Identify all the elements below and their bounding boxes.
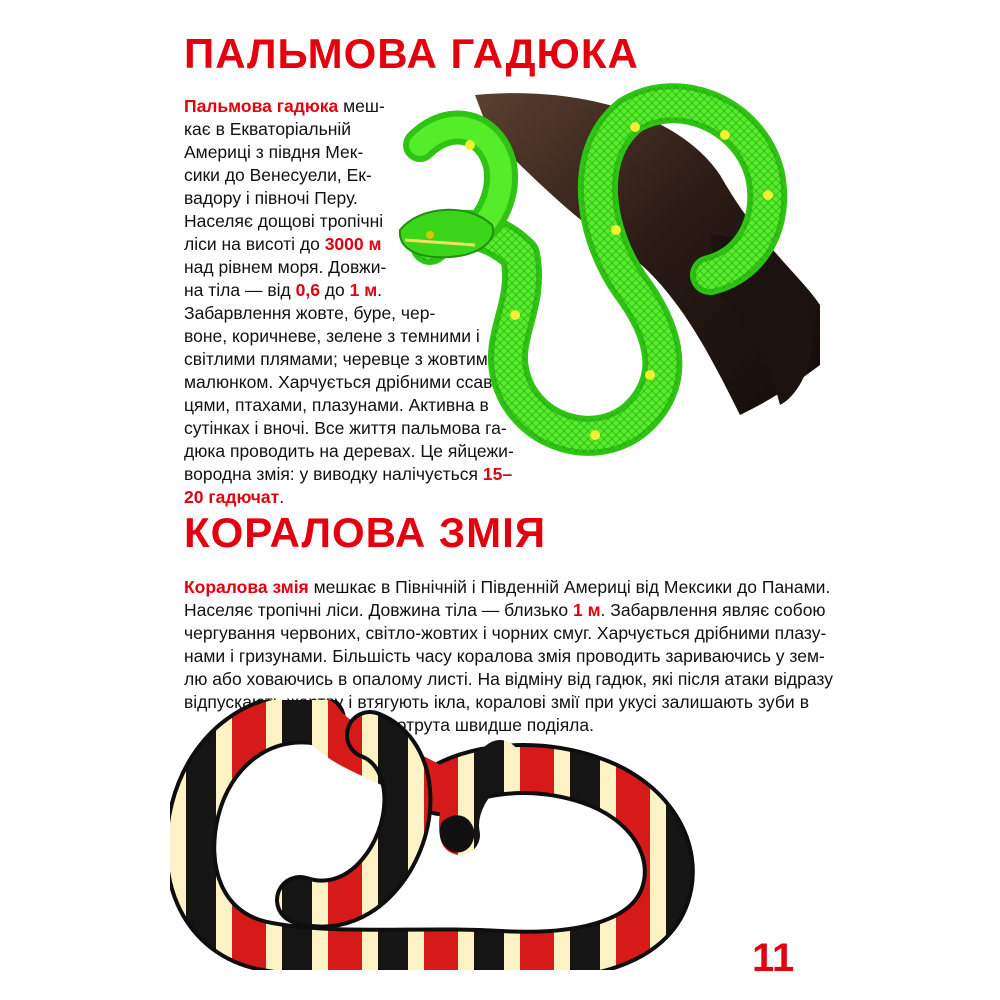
- text-segment: над рівнем моря. Довжи-: [184, 257, 387, 277]
- text-line: [184, 599, 826, 622]
- text-segment: вородна змія: у виводку налічується: [184, 464, 483, 484]
- text-segment: дюка проводить на деревах. Це яйцежи-: [184, 441, 514, 461]
- text-segment: світлими плямами; черевце з жовтим: [184, 349, 488, 369]
- text-segment: .: [377, 280, 383, 300]
- highlight-text: 20 гадючат: [184, 487, 280, 507]
- highlight-text: 1 м: [349, 280, 378, 300]
- text-segment: кає в Екваторіальній: [184, 119, 352, 139]
- text-line: [184, 645, 825, 668]
- text-segment: Америці з півдня Мек-: [184, 142, 364, 162]
- highlight-text: 15–: [482, 464, 513, 484]
- highlight-text: Пальмова гадюка: [184, 96, 339, 116]
- text-segment: малюнком. Харчується дрібними ссав-: [184, 372, 499, 392]
- text-segment: меш-: [338, 96, 385, 116]
- highlight-text: 0,6: [295, 280, 320, 300]
- text-line: [184, 486, 514, 509]
- text-segment: чергування червоних, світло-жовтих і чорних смуг. Харчується дрібними плазу-: [184, 623, 827, 643]
- text-segment: воне, коричневе, зелене з темними і: [184, 326, 480, 346]
- palm-viper-title: ПАЛЬМОВА ГАДЮКА: [184, 30, 639, 77]
- text-segment: ліси на висоті до: [184, 234, 325, 254]
- text-segment: Населяє тропічні ліси. Довжина тіла — близько: [184, 600, 573, 620]
- text-line: [184, 622, 827, 645]
- highlight-text: 3000 м: [324, 234, 382, 254]
- text-segment: мешкає в Північній і Південній Америці від Мексики до Панами.: [308, 577, 831, 597]
- text-segment: нами і гризунами. Більшість часу коралова змія проводить зариваючись у зем-: [184, 646, 825, 666]
- text-segment: .: [279, 487, 285, 507]
- text-segment: лю або ховаючись в опалому листі. На відміну від гадюк, які після атаки відразу: [184, 669, 833, 689]
- text-segment: . Забарвлення являє собою: [600, 600, 826, 620]
- text-segment: цями, птахами, плазунами. Активна в: [184, 395, 489, 415]
- text-segment: Населяє дощові тропічні: [184, 211, 384, 231]
- text-line: [184, 576, 831, 599]
- text-segment: відпускають жертву і втягують ікла, коралові змії при укусі залишають зуби в: [184, 692, 809, 712]
- text-segment: сики до Венесуели, Ек-: [184, 165, 372, 185]
- highlight-text: Коралова змія: [184, 577, 309, 597]
- coral-snake-photo: [170, 700, 710, 970]
- text-segment: сутінках і вночі. Все життя пальмова га-: [184, 418, 507, 438]
- coral-snake-title: КОРАЛОВА ЗМІЯ: [184, 509, 547, 556]
- text-segment: до: [319, 280, 350, 300]
- highlight-text: 1 м: [572, 600, 601, 620]
- palm-viper-photo: [380, 75, 830, 470]
- text-segment: Забарвлення жовте, буре, чер-: [184, 303, 436, 323]
- text-line: [184, 668, 833, 691]
- text-segment: рані, щоб отрута швидше подіяла.: [315, 715, 594, 735]
- text-segment: вадору і півночі Перу.: [184, 188, 358, 208]
- page-number: 11: [752, 936, 795, 980]
- text-segment: на тіла — від: [184, 280, 296, 300]
